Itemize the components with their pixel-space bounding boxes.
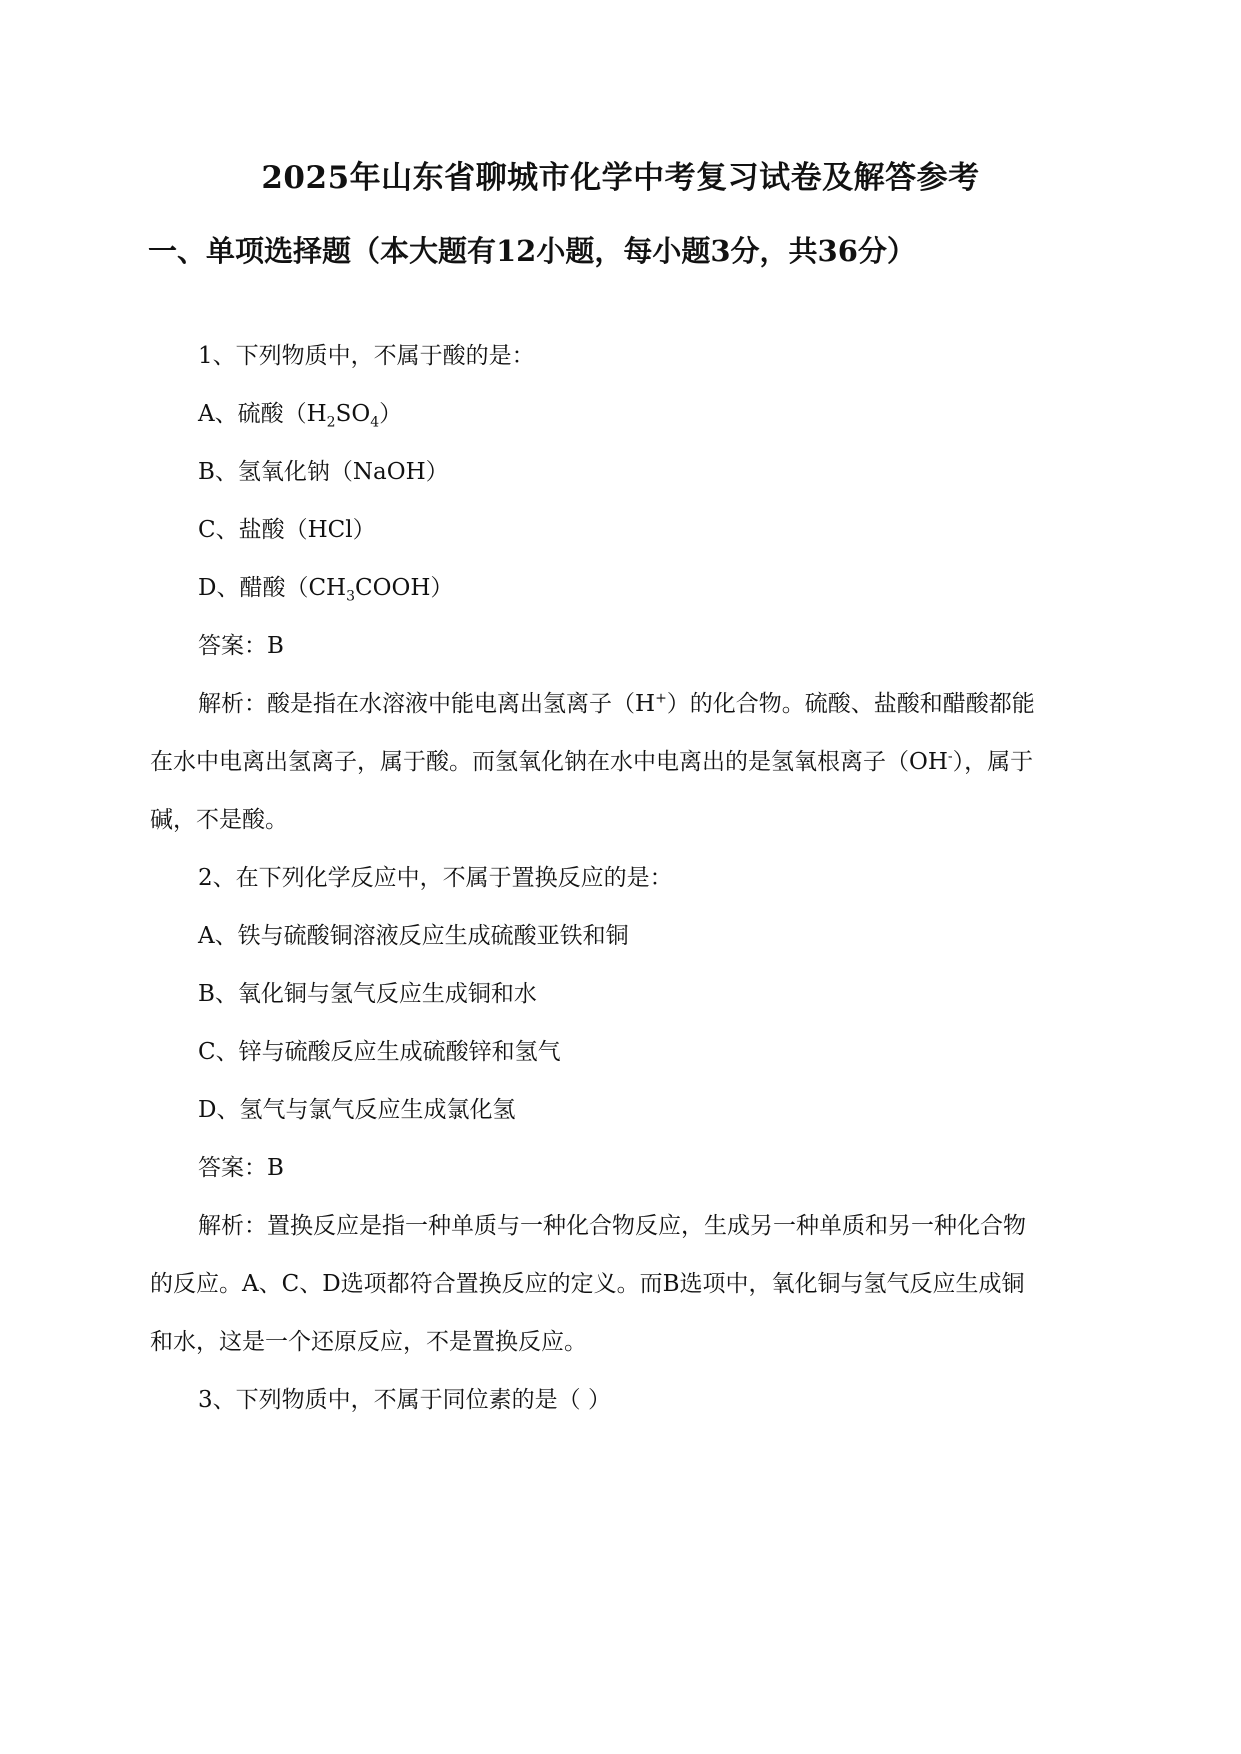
subscript: 2 — [326, 414, 336, 431]
question-1-analysis-line-2 — [150, 746, 1033, 778]
option-text: D、醋酸（CH — [198, 575, 347, 601]
option-text: COOH） — [355, 575, 454, 601]
analysis-text: 在水中电离出氢离子，属于酸。而氢氧化钠在水中电离出的是氢氧根离子（OH — [150, 749, 948, 775]
question-1-option-d — [198, 572, 453, 604]
question-2-answer: 答案：B — [198, 1155, 284, 1181]
question-1-analysis-line-3: 碱，不是酸。 — [150, 807, 288, 833]
question-2-analysis-line-2: 的反应。A、C、D选项都符合置换反应的定义。而B选项中，氧化铜与氢气反应生成铜 — [150, 1271, 1025, 1297]
analysis-text: ），属于 — [952, 749, 1034, 775]
section-heading: 一、单项选择题（本大题有12小题，每小题3分，共36分） — [148, 234, 916, 268]
question-1-stem: 1、下列物质中，不属于酸的是： — [198, 343, 535, 369]
question-1-option-c: C、盐酸（HCl） — [198, 517, 376, 543]
analysis-text: 解析：酸是指在水溶液中能电离出氢离子（H — [198, 691, 656, 717]
question-2-option-b: B、氧化铜与氢气反应生成铜和水 — [198, 981, 537, 1007]
subscript: 3 — [346, 588, 356, 605]
question-2-stem: 2、在下列化学反应中，不属于置换反应的是： — [198, 865, 673, 891]
document-title: 2025年山东省聊城市化学中考复习试卷及解答参考 — [261, 160, 980, 196]
question-2-option-d: D、氢气与氯气反应生成氯化氢 — [198, 1097, 516, 1123]
question-1-analysis-line-1 — [198, 688, 1035, 720]
question-1-option-a — [198, 398, 402, 430]
question-2-option-a: A、铁与硫酸铜溶液反应生成硫酸亚铁和铜 — [198, 923, 629, 949]
question-1-option-b: B、氢氧化钠（NaOH） — [198, 459, 449, 485]
question-2-analysis-line-1: 解析：置换反应是指一种单质与一种化合物反应，生成另一种单质和另一种化合物 — [198, 1213, 1026, 1239]
option-text: ） — [379, 401, 403, 427]
superscript: + — [655, 690, 667, 707]
option-text: A、硫酸（H — [198, 401, 327, 427]
question-2-option-c: C、锌与硫酸反应生成硫酸锌和氢气 — [198, 1039, 561, 1065]
question-1-answer: 答案：B — [198, 633, 284, 659]
superscript: - — [947, 748, 953, 765]
question-3-stem: 3、下列物质中，不属于同位素的是（ ） — [198, 1387, 611, 1413]
analysis-text: ）的化合物。硫酸、盐酸和醋酸都能 — [666, 691, 1035, 717]
question-2-analysis-line-3: 和水，这是一个还原反应，不是置换反应。 — [150, 1329, 587, 1355]
subscript: 4 — [370, 414, 380, 431]
option-text: SO — [335, 401, 371, 427]
